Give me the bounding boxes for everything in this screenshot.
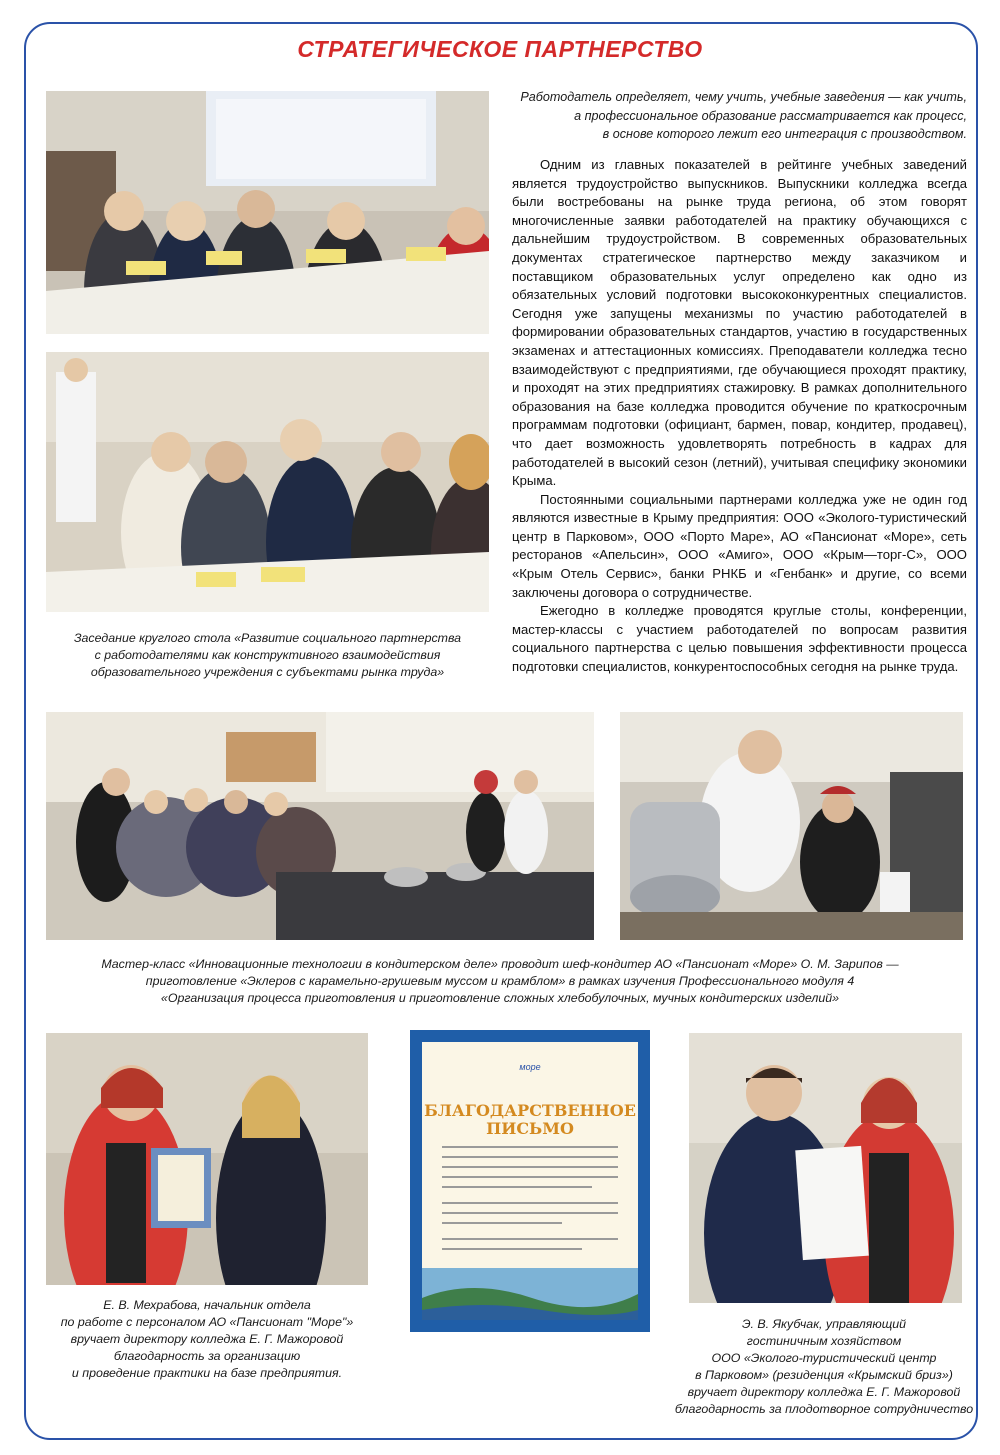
caption-line: гостиничным хозяйством: [746, 1334, 902, 1348]
caption-line: и проведение практики на базе предприятия.: [71, 1366, 343, 1380]
article-paragraph: Одним из главных показателей в рейтинге учебных заведений является трудоустройство выпускников. Выпускники колледжа всегда были востребованы на рынке труда региона, об этом говорят многочисленные заявки работодателей на практику обучающихся с дальнейшим трудоустройством. В современных образовательных документах стратегическое партнерство между заказчиком и поставщиком образовательных услуг определено как одно из обязательных условий подготовки высококонкурентных специалистов. Сегодня уже запущены механизмы по участию работодателей в формировании образовательных стандартов, участию в государственных экзаменах и аттестационных комиссиях. Преподаватели колледжа тесно взаимодействуют с предприятиями, где обучающиеся проходят практику, и проходят на этих предприятиях стажировку. В рамках дополнительного образования на базе колледжа проводится обучение по краткосрочным программам подготовки (официант, бармен, повар, кондитер, продавец), что дает возможность удовлетворять потребность в кадрах для работодателей в высокий сезон (летний), учитывая специфику экономики Крыма.: [512, 157, 967, 489]
epigraph-line: в основе которого лежит его интеграция с производством.: [602, 127, 967, 141]
caption-line: благодарность за организацию: [113, 1349, 301, 1363]
caption-line: ООО «Эколого-туристический центр: [711, 1351, 937, 1365]
caption-line: Э. В. Якубчак, управляющий: [741, 1317, 907, 1331]
photo-round-table-bottom: [46, 352, 489, 612]
letter-title-line: БЛАГОДАРСТВЕННОЕ: [424, 1101, 636, 1120]
caption-line: «Организация процесса приготовления и приготовление сложных хлебобулочных, мучных кондитерских изделий»: [160, 991, 840, 1005]
letter-text-line: [442, 1212, 618, 1214]
article-body: [512, 156, 967, 677]
article-paragraph: Постоянными социальными партнерами колледжа уже не один год являются известные в Крыму предприятия: ООО «Эколого-туристический центр в Парковом», ООО «Порто Маре», АО «Пансионат «Море», сеть ресторанов «Апельсин», ООО «Амиго», ООО «Крым—торг-С», ООО «Крым Отель Сервис», банки РНКБ и «Генбанк» и другие, со всеми заключены договора о сотрудничестве.: [512, 491, 967, 600]
letter-text-line: [442, 1248, 582, 1250]
caption-line: Заседание круглого стола «Развитие социального партнерства: [73, 631, 462, 645]
article-paragraph: Ежегодно в колледже проводятся круглые столы, конференции, мастер-классы с участием работодателей по вопросам развития социального партнерства с целью повышения эффективности процесса подготовки специалистов, конкурентоспособных сегодня на рынке труда.: [512, 603, 967, 675]
letter-text-line: [442, 1186, 592, 1188]
caption-line: благодарность за плодотворное сотрудничество: [674, 1402, 974, 1416]
epigraph-line: а профессиональное образование рассматривается как процесс,: [574, 108, 967, 123]
caption-line: приготовление «Эклеров с карамельно-грушевым муссом и крамблом» в рамках изучения Профессионального модуля 4: [145, 974, 855, 988]
caption-line: по работе с персоналом АО «Пансионат "Море"»: [60, 1315, 354, 1329]
letter-logo: море: [519, 1062, 541, 1072]
caption-mekhrabova: [46, 1297, 368, 1382]
epigraph-line: Работодатель определяет, чему учить, учебные заведения — как учить,: [520, 90, 967, 104]
caption-line: вручает директору колледжа Е. Г. Мажоровой: [687, 1385, 961, 1399]
letter-title-line: ПИСЬМО: [486, 1119, 574, 1138]
letter-text-line: [442, 1156, 618, 1158]
caption-yakubchak: [668, 1316, 980, 1418]
letter-text-line: [442, 1202, 618, 1204]
caption-line: образовательного учреждения с субъектами рынка труда»: [90, 665, 445, 679]
photo-yakubchak-award: [689, 1033, 962, 1303]
caption-master-class: [36, 956, 964, 1007]
caption-line: Е. В. Мехрабова, начальник отдела: [103, 1298, 311, 1312]
caption-round-table: [46, 630, 489, 681]
page-title: СТРАТЕГИЧЕСКОЕ ПАРТНЕРСТВО: [297, 36, 703, 62]
epigraph: [500, 88, 967, 144]
caption-line: Мастер-класс «Инновационные технологии в кондитерском деле» проводит шеф-кондитер АО «Пансионат «Море» О. М. Зарипов —: [101, 957, 899, 971]
photo-master-class-chef: [620, 712, 963, 940]
photo-mekhrabova-award: [46, 1033, 368, 1285]
letter-text-line: [442, 1238, 618, 1240]
letter-sheet: [422, 1042, 638, 1320]
photo-round-table-top: [46, 91, 489, 334]
letter-sea-illustration: [422, 1268, 638, 1320]
thank-you-letter: [410, 1030, 650, 1332]
photo-master-class-audience: [46, 712, 594, 940]
caption-line: вручает директору колледжа Е. Г. Мажоровой: [70, 1332, 344, 1346]
caption-line: в Парковом» (резиденция «Крымский бриз»): [695, 1368, 953, 1382]
letter-text-line: [442, 1176, 618, 1178]
caption-line: с работодателями как конструктивного взаимодействия: [94, 648, 441, 662]
letter-text-line: [442, 1222, 562, 1224]
letter-text-line: [442, 1146, 618, 1148]
letter-text-line: [442, 1166, 618, 1168]
letter-title: [422, 1102, 638, 1138]
